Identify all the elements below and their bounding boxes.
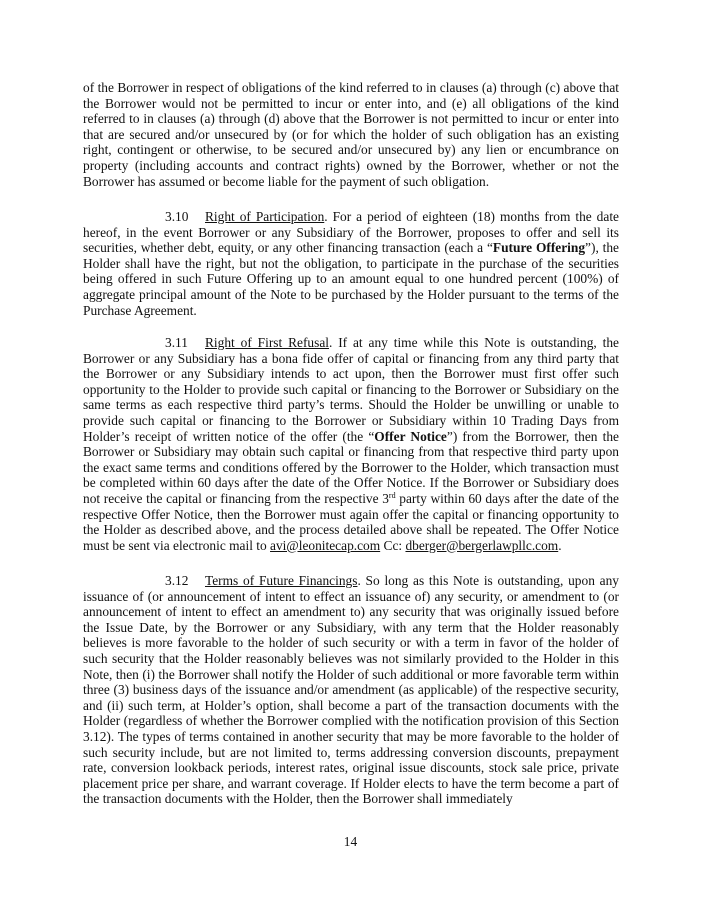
defined-term: Future Offering — [492, 240, 586, 256]
section-text: ”) from the Borrower, then the Borrower or Subsidiary may obtain such capital or financing from that respective third party upon the exact same terms and conditions offered by the Borrower to the Holder, which transaction must be completed within 60 days after the date of the Offer Notice. If the Borrower or Subsidiary does not receive the capital or financing from the respective 3 — [83, 428, 619, 506]
section-text: . — [558, 537, 562, 553]
section-heading: Right of Participation — [205, 209, 325, 224]
section-3-11 — [83, 335, 619, 553]
ordinal-superscript: rd — [388, 490, 396, 500]
continuation-paragraph — [83, 80, 619, 189]
section-text: Cc: — [380, 537, 406, 553]
email-link-cc[interactable]: dberger@bergerlawpllc.com — [405, 537, 559, 553]
section-heading: Terms of Future Financings — [205, 573, 358, 588]
section-number: 3.12 — [165, 573, 189, 588]
section-text: . For a period of eighteen (18) months from the date hereof, in the event Borrower or any Subsidiary of the Borrower, proposes to offer and sell its securities, whether debt, equity, or any other financing transaction (each a “ — [83, 209, 619, 256]
section-text: ”), the Holder shall have the right, but not the obligation, to participate in the purchase of the securities being offered in such Future Offering up to an amount equal to one hundred percent (100%) of aggregate principal amount of the Note to be purchased by the Holder pursuant to the terms of the Purchase Agreement. — [83, 240, 620, 318]
section-heading: Right of First Refusal — [205, 335, 329, 350]
section-3-12 — [83, 573, 619, 807]
section-number: 3.10 — [165, 209, 189, 224]
page-number: 14 — [343, 834, 358, 849]
section-text: . So long as this Note is outstanding, upon any issuance of (or announcement of intent to effect an issuance of) any security, or amendment to (or announcement of intent to effect an amendment to) any security that was originally issued before the Issue Date, by the Borrower or any Subsidiary, with any term that the Holder reasonably believes is more favorable to the holder of such security or with a term in favor of the holder of such security that the Holder reasonably believes was not similarly provided to the Holder in this Note, then (i) the Borrower shall notify the Holder of such additional or more favorable term within three (3) business days of the issuance and/or amendment (as applicable) of the respective security, and (ii) such term, at Holder’s option, shall become a part of the transaction documents with the Holder (regardless of whether the Borrower complied with the notification provision of this Section 3.12). The types of terms contained in another security that may be more favorable to the holder of such security include, but are not limited to, terms addressing conversion discounts, prepayment rate, conversion lookback periods, interest rates, original issue discounts, stock sale price, private placement price per share, and warrant coverage. If Holder elects to have the term become a part of the transaction documents with the Holder, then the Borrower shall immediately — [83, 573, 619, 807]
section-text: party within 60 days after the date of the respective Offer Notice, then the Borrower must again offer the capital or financing opportunity to the Holder as described above, and the process detailed above shall be repeated. The Offer Notice must be sent via electronic mail to — [83, 490, 619, 553]
section-text: . If at any time while this Note is outstanding, the Borrower or any Subsidiary has a bona fide offer of capital or financing from any third party that the Borrower or any Subsidiary intends to act upon, then the Borrower must first offer such opportunity to the Holder to provide such capital or financing to the Borrower or Subsidiary on the same terms as each respective third party’s terms. Should the Holder be unwilling or unable to provide such capital or financing to the Borrower or Subsidiary within 10 Trading Days from Holder’s receipt of written notice of the offer (the “ — [83, 335, 619, 444]
defined-term: Offer Notice — [374, 428, 447, 444]
section-3-10 — [83, 209, 619, 318]
continuation-text: of the Borrower in respect of obligations of the kind referred to in clauses (a) through (c) above that the Borrower would not be permitted to incur or enter into, and (e) all obligations of the kind referred to in clauses (a) through (d) above that the Borrower is not permitted to incur or enter into that are secured and/or unsecured by (or for which the holder of such obligation has an existing right, contingent or otherwise, to be secured and/or unsecured by) any lien or encumbrance on property (including accounts and contract rights) owned by the Borrower, whether or not the Borrower has assumed or become liable for the payment of such obligation. — [83, 80, 619, 189]
email-link-primary[interactable]: avi@leonitecap.com — [270, 537, 381, 553]
section-number: 3.11 — [165, 335, 188, 350]
